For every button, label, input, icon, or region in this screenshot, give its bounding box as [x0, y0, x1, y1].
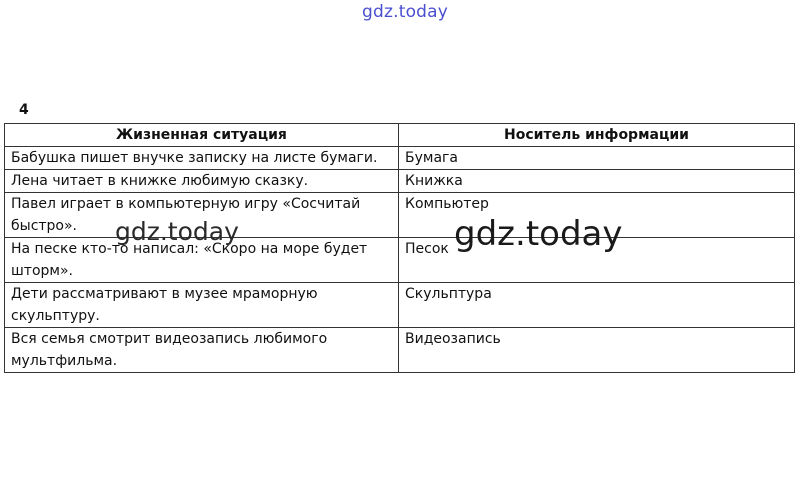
- situation-cell: Бабушка пишет внучке записку на листе бумаги.: [5, 147, 399, 170]
- situation-cell: Дети рассматривают в музее мраморную скульптуру.: [5, 283, 399, 328]
- column-header-situation: Жизненная ситуация: [5, 124, 399, 147]
- table-row: [5, 283, 795, 328]
- table-header-row: [5, 124, 795, 147]
- medium-cell: Бумага: [399, 147, 795, 170]
- medium-cell: Скульптура: [399, 283, 795, 328]
- medium-cell: Песок: [399, 238, 795, 283]
- table-row: [5, 238, 795, 283]
- overlay-watermark-small: gdz.today: [115, 217, 239, 246]
- medium-cell: Книжка: [399, 170, 795, 193]
- column-header-medium: Носитель информации: [399, 124, 795, 147]
- situation-cell: На песке кто-то написал: «Скоро на море будет шторм».: [5, 238, 399, 283]
- medium-cell: Видеозапись: [399, 328, 795, 373]
- overlay-watermark-large: gdz.today: [454, 214, 623, 254]
- site-watermark: gdz.today: [362, 2, 449, 22]
- table-row: [5, 170, 795, 193]
- table-row: [5, 328, 795, 373]
- table-row: [5, 193, 795, 238]
- answer-table: [4, 123, 795, 373]
- situation-cell: Лена читает в книжке любимую сказку.: [5, 170, 399, 193]
- task-number: 4: [19, 102, 29, 118]
- situation-cell: Павел играет в компьютерную игру «Сосчитай быстро».: [5, 193, 399, 238]
- table-row: [5, 147, 795, 170]
- medium-cell: Компьютер: [399, 193, 795, 238]
- situation-cell: Вся семья смотрит видеозапись любимого мультфильма.: [5, 328, 399, 373]
